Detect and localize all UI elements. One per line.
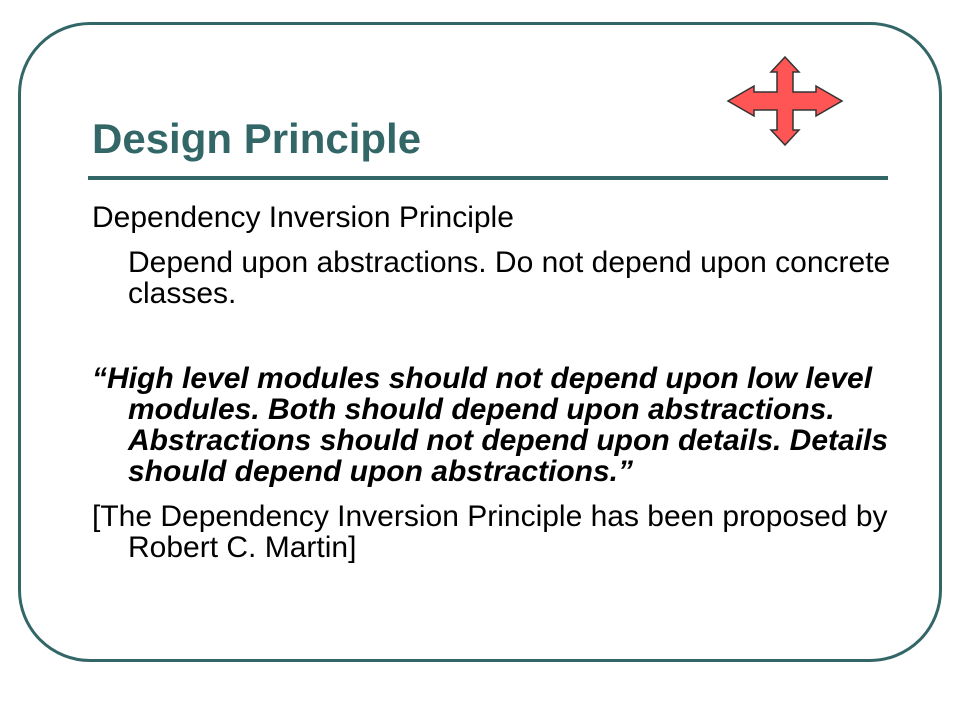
attribution-note: [The Dependency Inversion Principle has been proposed by Robert C. Martin] — [92, 500, 888, 564]
principle-definition: Depend upon abstractions. Do not depend upon concrete classes. — [128, 246, 891, 310]
principle-heading: Dependency Inversion Principle — [92, 201, 514, 234]
four-way-arrow-icon — [726, 56, 844, 146]
slide-body — [92, 202, 892, 563]
slide-title: Design Principle — [92, 115, 422, 162]
principle-quote: “High level modules should not depend upon low level modules. Both should depend upon abstractions. Abstractions should not depend upon details. Details should depend upon abstractions.” — [92, 362, 889, 488]
title-underline — [88, 176, 888, 180]
